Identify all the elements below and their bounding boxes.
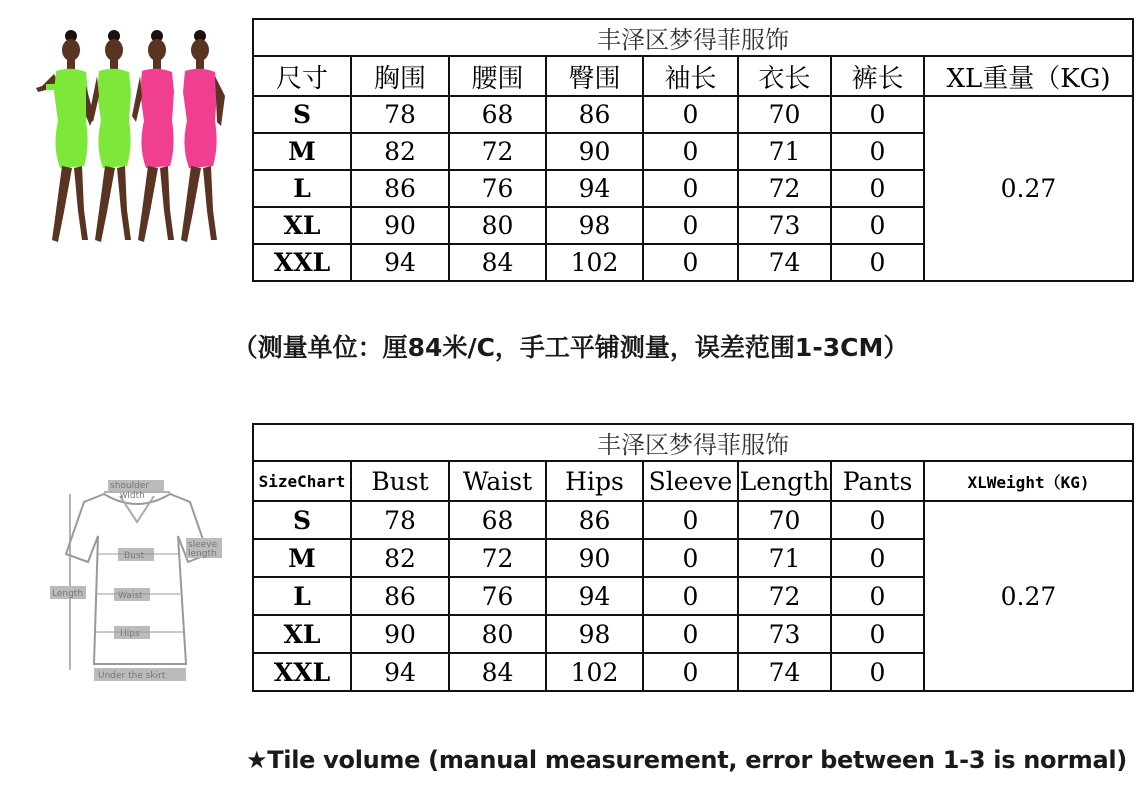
header-hips: 臀围 (546, 56, 643, 96)
size-cell: XL (253, 615, 351, 653)
measurement-diagram (36, 474, 236, 688)
table-cell: 0 (831, 577, 924, 615)
table-cell: 94 (351, 244, 449, 281)
table-cell: 86 (546, 501, 643, 539)
measurement-note-en: ★Tile volume (manual measurement, error between 1-3 is normal) (246, 746, 1127, 774)
table-cell: 0 (831, 244, 924, 281)
header-waist: 腰围 (449, 56, 546, 96)
table-cell: 98 (546, 207, 643, 244)
table-cell: 84 (449, 653, 546, 691)
header-bust: 胸围 (351, 56, 449, 96)
table-cell: 0 (643, 133, 738, 170)
size-cell: XXL (253, 653, 351, 691)
table-cell: 80 (449, 615, 546, 653)
table-cell: 71 (738, 539, 831, 577)
table-cell: 90 (351, 207, 449, 244)
table-cell: 98 (546, 615, 643, 653)
size-cell: L (253, 577, 351, 615)
table-cell: 0 (831, 133, 924, 170)
hips-label: Hips (120, 629, 140, 639)
size-cell: L (253, 170, 351, 207)
table-cell: 94 (546, 170, 643, 207)
table-cell: 0 (643, 653, 738, 691)
model-photo (24, 26, 246, 252)
table-cell: 0 (643, 207, 738, 244)
shoulder-label: shoulder (110, 481, 150, 491)
header-pants: Pants (831, 461, 924, 501)
table-cell: 82 (351, 539, 449, 577)
header-length: 衣长 (738, 56, 831, 96)
table-cell: 0 (643, 615, 738, 653)
table-cell: 0 (643, 501, 738, 539)
table-cell: 68 (449, 96, 546, 133)
table-cell: 68 (449, 501, 546, 539)
table-cell: 0 (643, 539, 738, 577)
table-row (253, 96, 1133, 133)
table-cell: 74 (738, 653, 831, 691)
header-length: Length (738, 461, 831, 501)
table-cell: 78 (351, 501, 449, 539)
table-cell: 82 (351, 133, 449, 170)
table-cell: 70 (738, 501, 831, 539)
header-size: SizeChart (253, 461, 351, 501)
header-pants: 裤长 (831, 56, 924, 96)
table-cell: 94 (351, 653, 449, 691)
waist-label: Waist (118, 591, 143, 601)
size-cell: S (253, 501, 351, 539)
model-figure (36, 30, 225, 242)
table-title: 丰泽区梦得菲服饰 (253, 424, 1133, 461)
table-cell: 76 (449, 170, 546, 207)
table-cell: 78 (351, 96, 449, 133)
table-cell: 102 (546, 653, 643, 691)
table-title: 丰泽区梦得菲服饰 (253, 19, 1133, 56)
table-cell: 0 (831, 615, 924, 653)
table-cell: 86 (351, 170, 449, 207)
header-sleeve: 袖长 (643, 56, 738, 96)
header-sleeve: Sleeve (643, 461, 738, 501)
table-cell: 86 (546, 96, 643, 133)
table-cell: 74 (738, 244, 831, 281)
table-cell: 71 (738, 133, 831, 170)
size-cell: XXL (253, 244, 351, 281)
header-weight: XL重量（KG) (924, 56, 1133, 96)
table-cell: 72 (449, 539, 546, 577)
size-cell: M (253, 539, 351, 577)
table-cell: 90 (546, 539, 643, 577)
table-cell: 0 (643, 244, 738, 281)
length-label: Length (52, 589, 84, 599)
table-cell: 0 (643, 577, 738, 615)
sleeve-label: sleeve (188, 540, 218, 550)
table-cell: 0 (831, 96, 924, 133)
table-cell: 80 (449, 207, 546, 244)
table-cell: 0 (831, 207, 924, 244)
table-cell: 0 (831, 653, 924, 691)
table-cell: 0 (831, 170, 924, 207)
size-chart-cn (252, 18, 1134, 282)
size-cell: M (253, 133, 351, 170)
table-cell: 72 (738, 170, 831, 207)
measurement-note-cn: （测量单位：厘84米/C，手工平铺测量，误差范围1-3CM） (232, 333, 909, 362)
table-cell: 73 (738, 615, 831, 653)
table-cell: 0 (643, 96, 738, 133)
header-weight: XLWeight（KG) (924, 461, 1133, 501)
size-cell: S (253, 96, 351, 133)
header-size: 尺寸 (253, 56, 351, 96)
table-cell: 90 (351, 615, 449, 653)
table-cell: 73 (738, 207, 831, 244)
table-cell: 76 (449, 577, 546, 615)
table-cell: 0 (643, 170, 738, 207)
table-cell: 94 (546, 577, 643, 615)
size-chart-en (252, 423, 1134, 692)
table-cell: 72 (449, 133, 546, 170)
weight-cell: 0.27 (924, 501, 1133, 691)
under-skirt-label: Under the skirt (98, 671, 166, 681)
table-cell: 102 (546, 244, 643, 281)
width-label: width (120, 491, 145, 501)
sleeve-length-label: length (188, 549, 217, 559)
table-cell: 0 (831, 501, 924, 539)
table-cell: 84 (449, 244, 546, 281)
table-cell: 90 (546, 133, 643, 170)
header-bust: Bust (351, 461, 449, 501)
table-cell: 0 (831, 539, 924, 577)
table-cell: 86 (351, 577, 449, 615)
header-hips: Hips (546, 461, 643, 501)
size-cell: XL (253, 207, 351, 244)
table-cell: 72 (738, 577, 831, 615)
weight-cell: 0.27 (924, 96, 1133, 281)
table-cell: 70 (738, 96, 831, 133)
bust-label: Bust (124, 551, 145, 561)
header-waist: Waist (449, 461, 546, 501)
table-row (253, 501, 1133, 539)
